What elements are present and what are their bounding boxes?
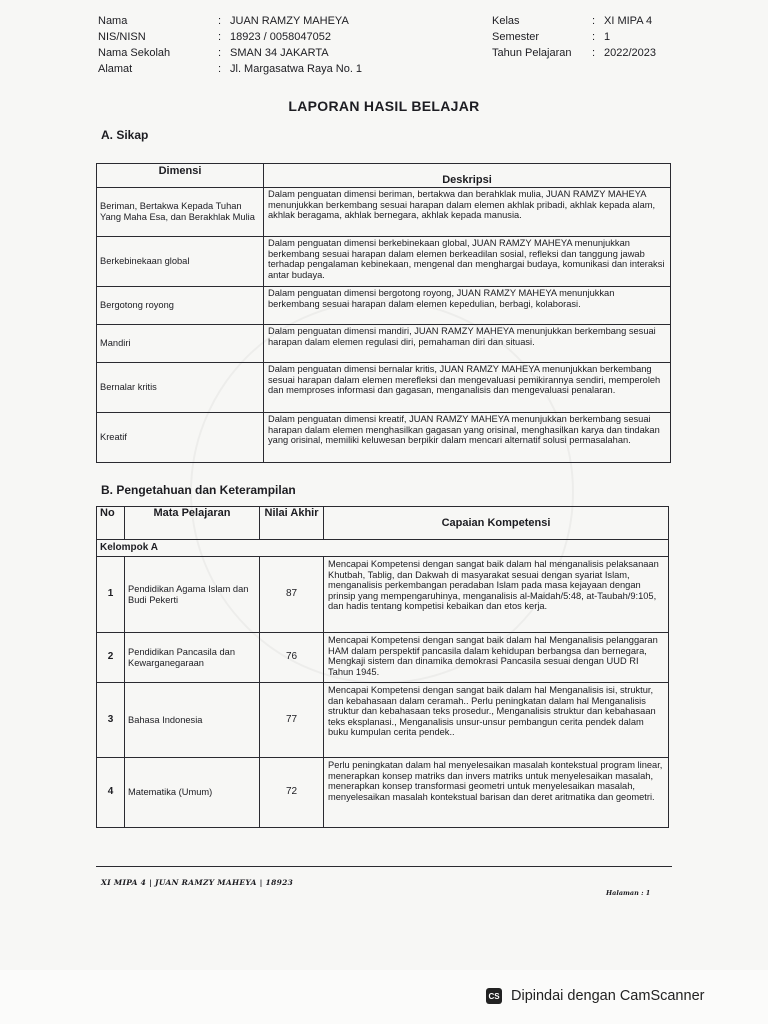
value-nama: JUAN RAMZY MAHEYA [230, 15, 349, 27]
col-capaian-kompetensi: Capaian Kompetensi [324, 507, 669, 540]
header-left-labels [98, 13, 170, 77]
value-nis: 18923 / 0058047052 [230, 31, 331, 43]
col-mata-pelajaran: Mata Pelajaran [125, 507, 260, 540]
capaian-cell: Perlu peningkatan dalam hal menyelesaikan masalah kontekstual program linear, menerapkan konsep matriks dan invers matriks untuk menyelesaikan masalah, menerapkan konsep transformasi geometri untuk menyelesaikan masalah, menyelesaikan masalah kontekstual barisan dan deret aritmatika dan geometri. [324, 758, 669, 828]
label-sekolah: Nama Sekolah [98, 47, 171, 59]
mata-pelajaran-cell: Matematika (Umum) [125, 758, 260, 828]
header-right-colons [592, 13, 595, 61]
dimensi-cell: Berkebinekaan global [97, 237, 264, 287]
table-row [97, 758, 669, 828]
value-sekolah: SMAN 34 JAKARTA [230, 47, 329, 59]
label-tahun: Tahun Pelajaran [492, 47, 572, 59]
group-row [97, 540, 669, 557]
dimensi-cell: Bernalar kritis [97, 363, 264, 413]
col-deskripsi: Deskripsi [264, 164, 671, 188]
capaian-cell: Mencapai Kompetensi dengan sangat baik dalam hal Menganalisis isi, struktur, dan kebahasaan dalam ceramah.. Perlu peningkatan dalam hal Menganalisis struktur dan kebahasaan teks prosedur., Menganalisis struktur dan kebahasaan teks eksplanasi., Menganalisis unsur-unsur pembangun cerita pendek dalam buku kumpulan cerita pendek.. [324, 683, 669, 758]
header-left-values [230, 13, 362, 77]
table-row [97, 557, 669, 633]
colon: : [592, 31, 596, 43]
col-no: No [97, 507, 125, 540]
table-row [97, 633, 669, 683]
deskripsi-cell: Dalam penguatan dimensi kreatif, JUAN RAMZY MAHEYA menunjukkan berkembang sesuai harapan dalam elemen menghasilkan gagasan yang orisinal, menghasilkan karya dan tindakan yang orisinal, memiliki keluwesan berpikir dalam mencari alternatif solusi permasalahan. [264, 413, 671, 463]
colon: : [218, 31, 222, 43]
sikap-table [96, 163, 671, 463]
value-tahun: 2022/2023 [604, 47, 656, 59]
row-number: 1 [97, 557, 125, 633]
mata-pelajaran-cell: Bahasa Indonesia [125, 683, 260, 758]
value-semester: 1 [604, 31, 611, 43]
table-row [97, 413, 671, 463]
deskripsi-cell: Dalam penguatan dimensi bergotong royong, JUAN RAMZY MAHEYA menunjukkan berkembang sesuai harapan dalam elemen kepedulian, berbagi, kolaborasi. [264, 287, 671, 325]
table-row [97, 188, 671, 237]
camscanner-text: Dipindai dengan CamScanner [511, 988, 705, 1004]
pengetahuan-table [96, 506, 669, 828]
colon: : [218, 63, 222, 75]
dimensi-cell: Kreatif [97, 413, 264, 463]
colon: : [592, 15, 596, 27]
colon: : [592, 47, 596, 59]
row-number: 4 [97, 758, 125, 828]
table-row [97, 363, 671, 413]
header-left-colons [218, 13, 221, 77]
section-sikap-heading: A. Sikap [101, 128, 149, 142]
label-semester: Semester [492, 31, 540, 43]
row-number: 2 [97, 633, 125, 683]
table-row [97, 287, 671, 325]
camscanner-logo-icon: CS [486, 988, 502, 1004]
label-nis: NIS/NISN [98, 31, 146, 43]
nilai-cell: 76 [260, 633, 324, 683]
col-dimensi: Dimensi [97, 164, 264, 188]
row-number: 3 [97, 683, 125, 758]
deskripsi-cell: Dalam penguatan dimensi bernalar kritis, JUAN RAMZY MAHEYA menunjukkan berkembang sesuai harapan dalam elemen merefleksi dan mengevaluasi pemikirannya sendiri, memperoleh dan memproses informasi dan gagasan, menganalisis dan mengevaluasi penalaran. [264, 363, 671, 413]
page-title: LAPORAN HASIL BELAJAR [288, 98, 480, 114]
dimensi-cell: Bergotong royong [97, 287, 264, 325]
dimensi-cell: Beriman, Bertakwa Kepada Tuhan Yang Maha Esa, dan Berakhlak Mulia [97, 188, 264, 237]
label-alamat: Alamat [98, 63, 133, 75]
value-kelas: XI MIPA 4 [604, 15, 653, 27]
header-right-values [604, 13, 656, 61]
dimensi-cell: Mandiri [97, 325, 264, 363]
table-row [97, 683, 669, 758]
section-pengetahuan-heading: B. Pengetahuan dan Keterampilan [101, 483, 296, 497]
capaian-cell: Mencapai Kompetensi dengan sangat baik dalam hal Menganalisis pelanggaran HAM dalam perspektif pancasila dalam kehidupan berbangsa dan bernegara, Mengkaji sistem dan dinamika demokrasi Pancasila sesuai dengan UUD RI Tahun 1945. [324, 633, 669, 683]
table-row [97, 325, 671, 363]
table-row [97, 237, 671, 287]
camscanner-badge [486, 986, 704, 1006]
colon: : [218, 15, 222, 27]
colon: : [218, 47, 222, 59]
footer-page-number: Halaman : 1 [606, 889, 651, 897]
footer-divider [96, 866, 672, 867]
sikap-header-row [97, 164, 671, 188]
value-alamat: Jl. Margasatwa Raya No. 1 [230, 63, 363, 75]
label-nama: Nama [98, 15, 128, 27]
col-nilai-akhir: Nilai Akhir [260, 507, 324, 540]
footer-student-info: XI MIPA 4 | JUAN RAMZY MAHEYA | 18923 [101, 878, 294, 887]
nilai-cell: 87 [260, 557, 324, 633]
pengetahuan-header-row [97, 507, 669, 540]
deskripsi-cell: Dalam penguatan dimensi berkebinekaan global, JUAN RAMZY MAHEYA menunjukkan berkembang sesuai harapan dalam elemen berkeadilan sosial, refleksi dan tanggung jawab terhadap pengalaman kebinekaan, mengenal dan menghargai budaya, komunikasi dan interaksi antar budaya. [264, 237, 671, 287]
header-right-labels [492, 13, 572, 61]
capaian-cell: Mencapai Kompetensi dengan sangat baik dalam hal menganalisis pelaksanaan Khutbah, Tablig, dan Dakwah di masyarakat sesuai dengan syariat Islam, menganalisis perkembangan peradaban Islam pada masa kejayaan dengan prinsip yang mempengaruhinya, menganalisis al-Maidah/5:48, at-Taubah/9:105, dan hadis tentang kompetisi kebaikan dan etos kerja. [324, 557, 669, 633]
nilai-cell: 77 [260, 683, 324, 758]
deskripsi-cell: Dalam penguatan dimensi mandiri, JUAN RAMZY MAHEYA menunjukkan berkembang sesuai harapan dalam elemen regulasi diri, pemahaman diri dan situasi. [264, 325, 671, 363]
mata-pelajaran-cell: Pendidikan Agama Islam dan Budi Pekerti [125, 557, 260, 633]
deskripsi-cell: Dalam penguatan dimensi beriman, bertakwa dan berahklak mulia, JUAN RAMZY MAHEYA menunjukkan berkembang sesuai harapan dalam elemen akhlak pribadi, akhlak kepada alam, akhlak beragama, akhlak bernegara, akhlak kepada manusia. [264, 188, 671, 237]
group-label: Kelompok A [97, 540, 669, 557]
mata-pelajaran-cell: Pendidikan Pancasila dan Kewarganegaraan [125, 633, 260, 683]
label-kelas: Kelas [492, 15, 520, 27]
nilai-cell: 72 [260, 758, 324, 828]
